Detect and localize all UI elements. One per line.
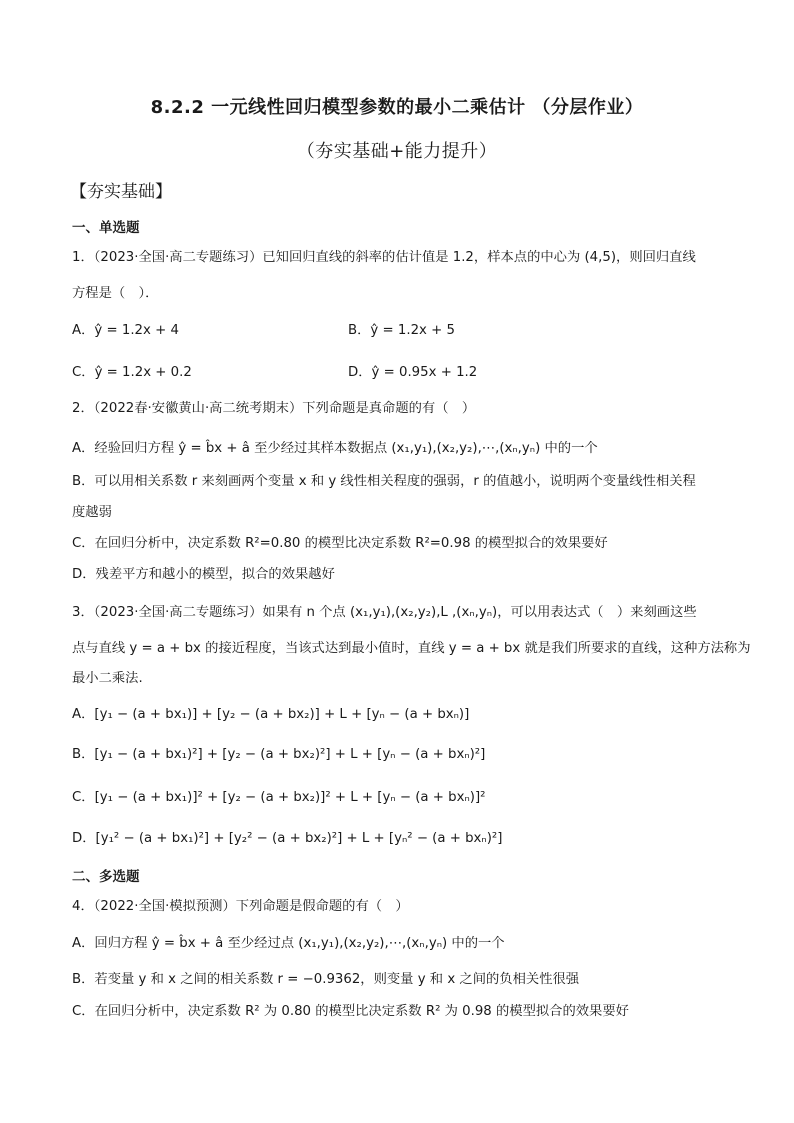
question-3-option-c: C．[y₁ − (a + bx₁)]² + [y₂ − (a + bx₂)]² + L + [yₙ − (a + bxₙ)]² xyxy=(72,790,486,805)
question-2-option-b-line-2: 度越弱 xyxy=(72,505,112,520)
question-2-option-c: C．在回归分析中，决定系数 R²=0.80 的模型比决定系数 R²=0.98 的模型拟合的效果要好 xyxy=(72,536,608,551)
page-title: 8.2.2 一元线性回归模型参数的最小二乘估计 （分层作业） xyxy=(150,97,644,118)
question-3-option-a: A．[y₁ − (a + bx₁)] + [y₂ − (a + bx₂)] + L + [yₙ − (a + bxₙ)] xyxy=(72,707,470,722)
question-3-option-b: B．[y₁ − (a + bx₁)²] + [y₂ − (a + bx₂)²] + L + [yₙ − (a + bxₙ)²] xyxy=(72,747,486,762)
question-1-option-d: D．ŷ = 0.95x + 1.2 xyxy=(348,365,478,380)
question-1-option-a: A．ŷ = 1.2x + 4 xyxy=(72,323,179,338)
question-2-stem: 2．（2022春·安徽黄山·高二统考期末）下列命题是真命题的有（ ） xyxy=(72,401,476,416)
question-1-option-b: B．ŷ = 1.2x + 5 xyxy=(348,323,455,338)
question-2-option-d: D．残差平方和越小的模型，拟合的效果越好 xyxy=(72,567,335,582)
question-3-line-1: 3．（2023·全国·高二专题练习）如果有 n 个点 (x₁,y₁),(x₂,y₂),L ,(xₙ,yₙ)，可以用表达式（ ）来刻画这些 xyxy=(72,605,697,620)
question-4-option-a: A．回归方程 ŷ = b̂x + â 至少经过点 (x₁,y₁),(x₂,y₂),⋯,(xₙ,yₙ) 中的一个 xyxy=(72,936,505,951)
question-4-option-b: B．若变量 y 和 x 之间的相关系数 r = −0.9362，则变量 y 和 x 之间的负相关性很强 xyxy=(72,972,580,987)
part-heading-single-choice: 一、单选题 xyxy=(72,220,140,236)
question-2-option-a: A．经验回归方程 ŷ = b̂x + â 至少经过其样本数据点 (x₁,y₁),(x₂,y₂),⋯,(xₙ,yₙ) 中的一个 xyxy=(72,441,598,456)
question-1-option-c: C．ŷ = 1.2x + 0.2 xyxy=(72,365,192,380)
part-heading-multiple-choice: 二、多选题 xyxy=(72,869,140,885)
question-2-option-b-line-1: B．可以用相关系数 r 来刻画两个变量 x 和 y 线性相关程度的强弱，r 的值越小，说明两个变量线性相关程 xyxy=(72,474,696,489)
question-3-line-3: 最小二乘法. xyxy=(72,671,143,686)
question-1-line-1: 1．（2023·全国·高二专题练习）已知回归直线的斜率的估计值是 1.2，样本点的中心为 (4,5)，则回归直线 xyxy=(72,250,696,265)
question-1-line-2: 方程是（ ）． xyxy=(72,286,159,301)
section-heading: 【夯实基础】 xyxy=(70,182,172,202)
question-3-option-d: D．[y₁² − (a + bx₁)²] + [y₂² − (a + bx₂)²] + L + [yₙ² − (a + bxₙ)²] xyxy=(72,831,503,846)
question-3-line-2: 点与直线 y = a + bx 的接近程度，当该式达到最小值时，直线 y = a + bx 就是我们所要求的直线，这种方法称为 xyxy=(72,641,751,656)
page-subtitle: （夯实基础+能力提升） xyxy=(296,141,498,162)
question-4-option-c: C．在回归分析中，决定系数 R² 为 0.80 的模型比决定系数 R² 为 0.98 的模型拟合的效果要好 xyxy=(72,1004,629,1019)
question-4-stem: 4．（2022·全国·模拟预测）下列命题是假命题的有（ ） xyxy=(72,899,409,914)
